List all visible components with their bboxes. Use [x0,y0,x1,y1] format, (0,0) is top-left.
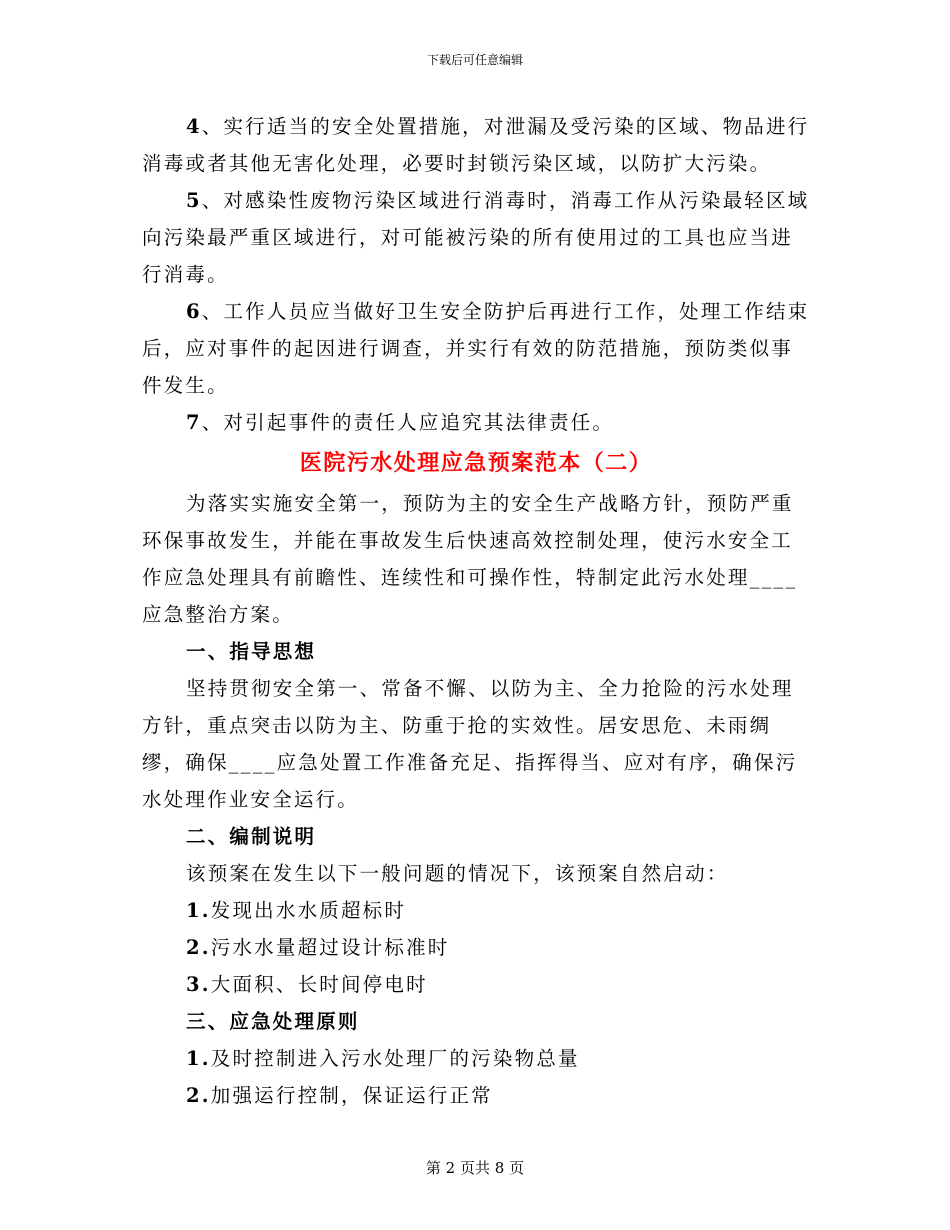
heading-guiding-ideology: 一、指导思想 [186,640,317,663]
compilation-notes-paragraph: 该预案在发生以下一般问题的情况下，该预案自然启动： [186,862,729,885]
section-title: 医院污水处理应急预案范本（二） [299,450,653,476]
heading-compilation-notes: 二、编制说明 [186,825,317,848]
item-text: 及时控制进入污水处理厂的污染物总量 [210,1047,580,1070]
item-number: 1. [186,899,211,922]
list-item [142,1040,810,1077]
item-text: 大面积、长时间停电时 [210,973,428,996]
item-text: 、工作人员应当做好卫生安全防护后再进行工作，处理工作结束后，应对事件的起因进行调查，并实行有效的防范措施，预防类似事件发生。 [142,300,810,397]
list-item [142,182,810,293]
item-number: 2. [186,1084,211,1107]
document-body [142,108,810,1114]
page-footer: 第 2 页共 8 页 [425,1159,525,1177]
item-number: 3. [186,973,211,996]
list-item [142,929,810,966]
guiding-ideology-paragraph: 坚持贯彻安全第一、常备不懈、以防为主、全力抢险的污水处理方针，重点突击以防为主、防重于抢的实效性。居安思危、未雨绸缪，确保____应急处置工作准备充足、指挥得当、应对有序，确保污水处理作业安全运行。 [142,677,798,811]
item-number: 4 [186,115,202,138]
page-header: 下载后可任意编辑 [426,53,523,67]
list-item [142,966,810,1003]
item-text: 发现出水水质超标时 [210,899,407,922]
item-text: 加强运行控制，保证运行正常 [210,1084,493,1107]
list-item [142,892,810,929]
intro-paragraph: 为落实实施安全第一，预防为主的安全生产战略方针，预防严重环保事故发生，并能在事故发生后快速高效控制处理，使污水安全工作应急处理具有前瞻性、连续性和可操作性，特制定此污水处理____应急整治方案。 [142,492,798,626]
list-item [142,404,810,441]
item-text: 、对感染性废物污染区域进行消毒时，消毒工作从污染最轻区域向污染最严重区域进行，对可能被污染的所有使用过的工具也应当进行消毒。 [142,189,810,286]
item-text: 、实行适当的安全处置措施，对泄漏及受污染的区域、物品进行消毒或者其他无害化处理，必要时封锁污染区域，以防扩大污染。 [142,115,810,175]
item-number: 5 [186,189,202,212]
item-text: 、对引起事件的责任人应追究其法律责任。 [201,411,615,434]
item-text: 污水水量超过设计标准时 [210,936,450,959]
item-number: 7 [186,411,202,434]
item-number: 6 [186,300,202,323]
item-number: 2. [186,936,211,959]
list-item [142,293,810,404]
heading-emergency-principles: 三、应急处理原则 [186,1010,360,1033]
list-item [142,1077,810,1114]
item-number: 1. [186,1047,211,1070]
list-item [142,108,810,182]
